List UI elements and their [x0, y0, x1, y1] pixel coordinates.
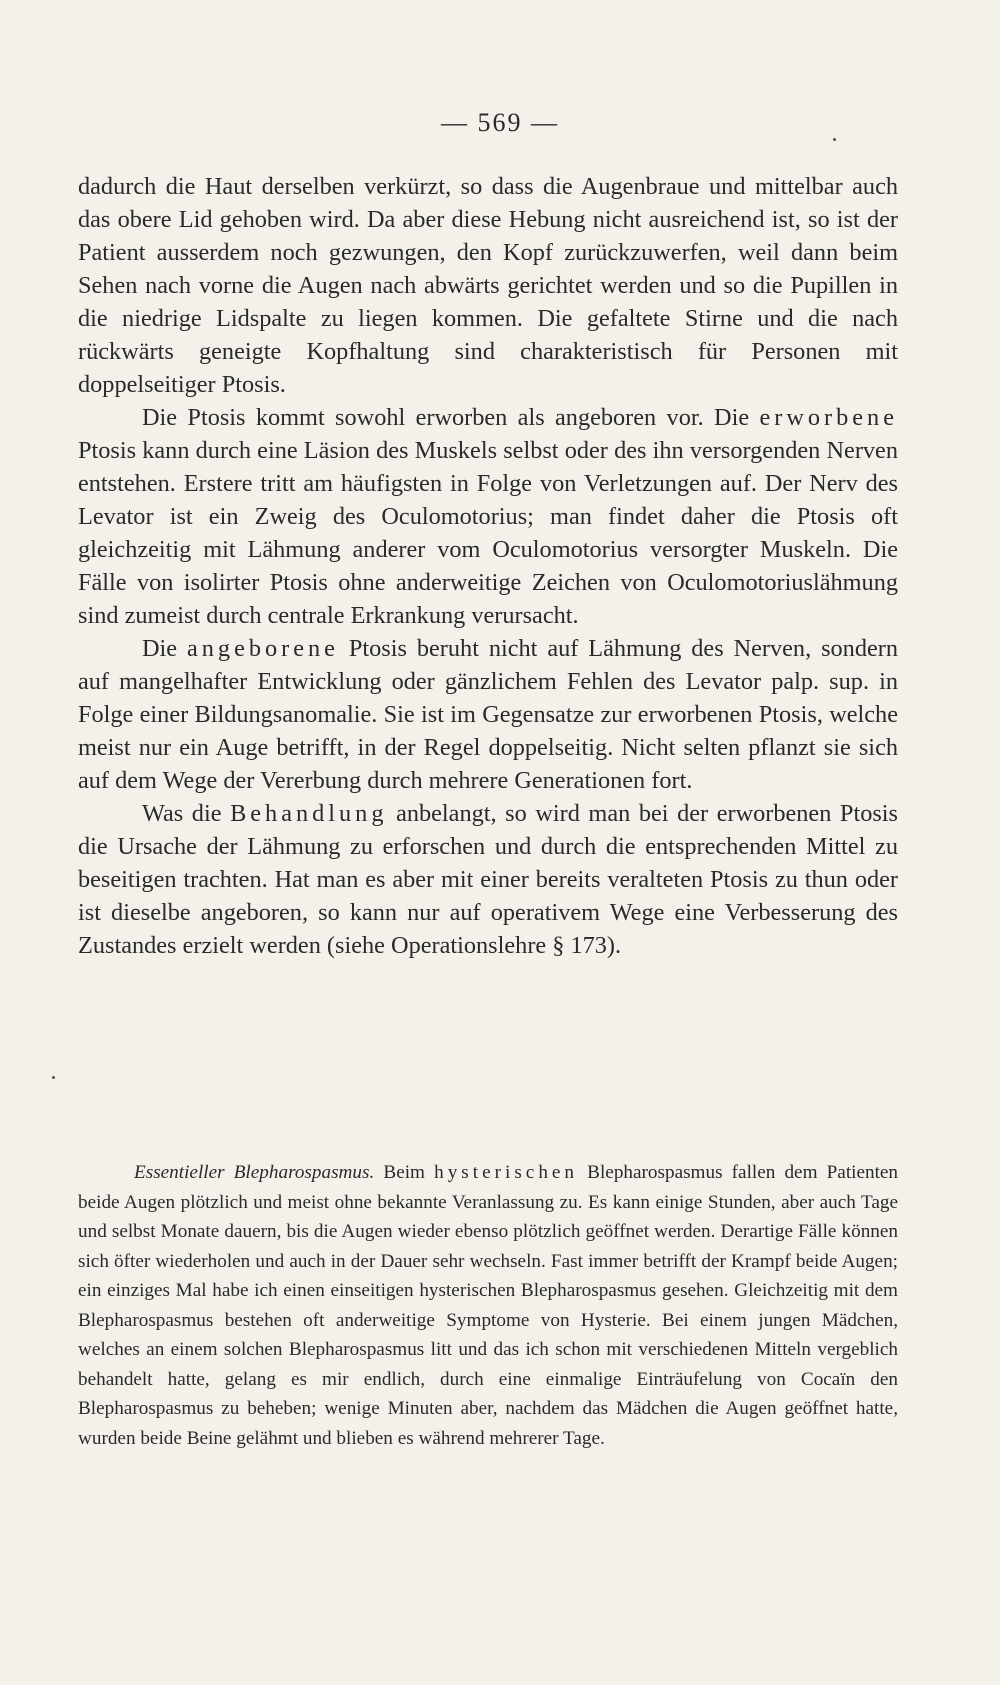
section-heading: Essentieller Blepharospasmus. [134, 1162, 375, 1183]
spaced-term: Behandlung [230, 800, 388, 827]
spaced-term: erworbene [759, 404, 898, 431]
paragraph-4: Was die Behandlung anbelangt, so wird man bei der erworbenen Ptosis die Ursache der Lähmung zu erforschen und durch die entsprechenden Mittel zu beseitigen trachten. Hat man es aber mit einer bereits veralteten Ptosis zu thun oder ist dieselbe angeboren, so kann nur auf operativem Wege eine Verbesserung des Zustandes erzielt werden (siehe Operationslehre § 173). [78, 800, 899, 959]
spaced-term: angeborene [187, 635, 339, 662]
paragraph-3: Die angeborene Ptosis beruht nicht auf Lähmung des Nerven, sondern auf mangelhafter Entwicklung oder gänzlichem Fehlen des Levator palp. sup. in Folge einer Bildungsanomalie. Sie ist im Gegensatze zur erworbenen Ptosis, welche meist nur ein Auge betrifft, in der Regel doppelseitig. Nicht selten pflanzt sie sich auf dem Wege der Vererbung durch mehrere Generationen fort. [78, 635, 898, 794]
paragraph-2: Die Ptosis kommt sowohl erworben als angeboren vor. Die erworbene Ptosis kann durch eine Läsion des Muskels selbst oder des ihn versorgenden Nerven entstehen. Erstere tritt am häufigsten in Folge von Verletzungen auf. Der Nerv des Levator ist ein Zweig des Oculomotorius; man findet daher die Ptosis oft gleichzeitig mit Lähmung anderer vom Oculomotorius versorgter Muskeln. Die Fälle von isolirter Ptosis ohne anderweitige Zeichen von Oculomotoriuslähmung sind zumeist durch centrale Erkrankung verursacht. [78, 404, 898, 629]
print-speck [52, 1076, 55, 1079]
small-print-section [78, 1158, 898, 1453]
print-speck [833, 138, 836, 141]
paragraph-1: dadurch die Haut derselben verkürzt, so dass die Augenbraue und mittelbar auch das obere Lid gehoben wird. Da aber diese Hebung nicht ausreichend ist, so ist der Patient ausserdem noch gezwungen, den Kopf zurückzuwerfen, weil dann beim Sehen nach vorne die Augen nach abwärts gerichtet werden und so die Pupillen in die niedrige Lidspalte zu liegen kommen. Die gefaltete Stirne und die nach rückwärts geneigte Kopfhaltung sind charakteristisch für Personen mit doppelseitiger Ptosis. [78, 173, 898, 398]
spaced-term: hysterischen [434, 1162, 579, 1183]
main-text [78, 170, 898, 962]
small-paragraph: Essentieller Blepharospasmus. Beim hysterischen Blepharospasmus fallen dem Patienten beide Augen plötzlich und meist ohne bekannte Veranlassung zu. Es kann einige Stunden, aber auch Tage und selbst Monate dauern, bis die Augen wieder ebenso plötzlich geöffnet werden. Derartige Fälle können sich öfter wiederholen und auch in der Dauer sehr wechseln. Fast immer betrifft der Krampf beide Augen; ein einziges Mal habe ich einen einseitigen hysterischen Blepharospasmus gesehen. Gleichzeitig mit dem Blepharospasmus bestehen oft anderweitige Symptome von Hysterie. Bei einem jungen Mädchen, welches an einem solchen Blepharospasmus litt und das ich schon mit verschiedenen Mitteln vergeblich behandelt hatte, gelang es mir endlich, durch eine einmalige Einträufelung von Cocaïn den Blepharospasmus zu beheben; wenige Minuten aber, nachdem das Mädchen die Augen geöffnet hatte, wurden beide Beine gelähmt und blieben es während mehrerer Tage. [78, 1162, 899, 1449]
page-number: — 569 — [441, 108, 559, 137]
